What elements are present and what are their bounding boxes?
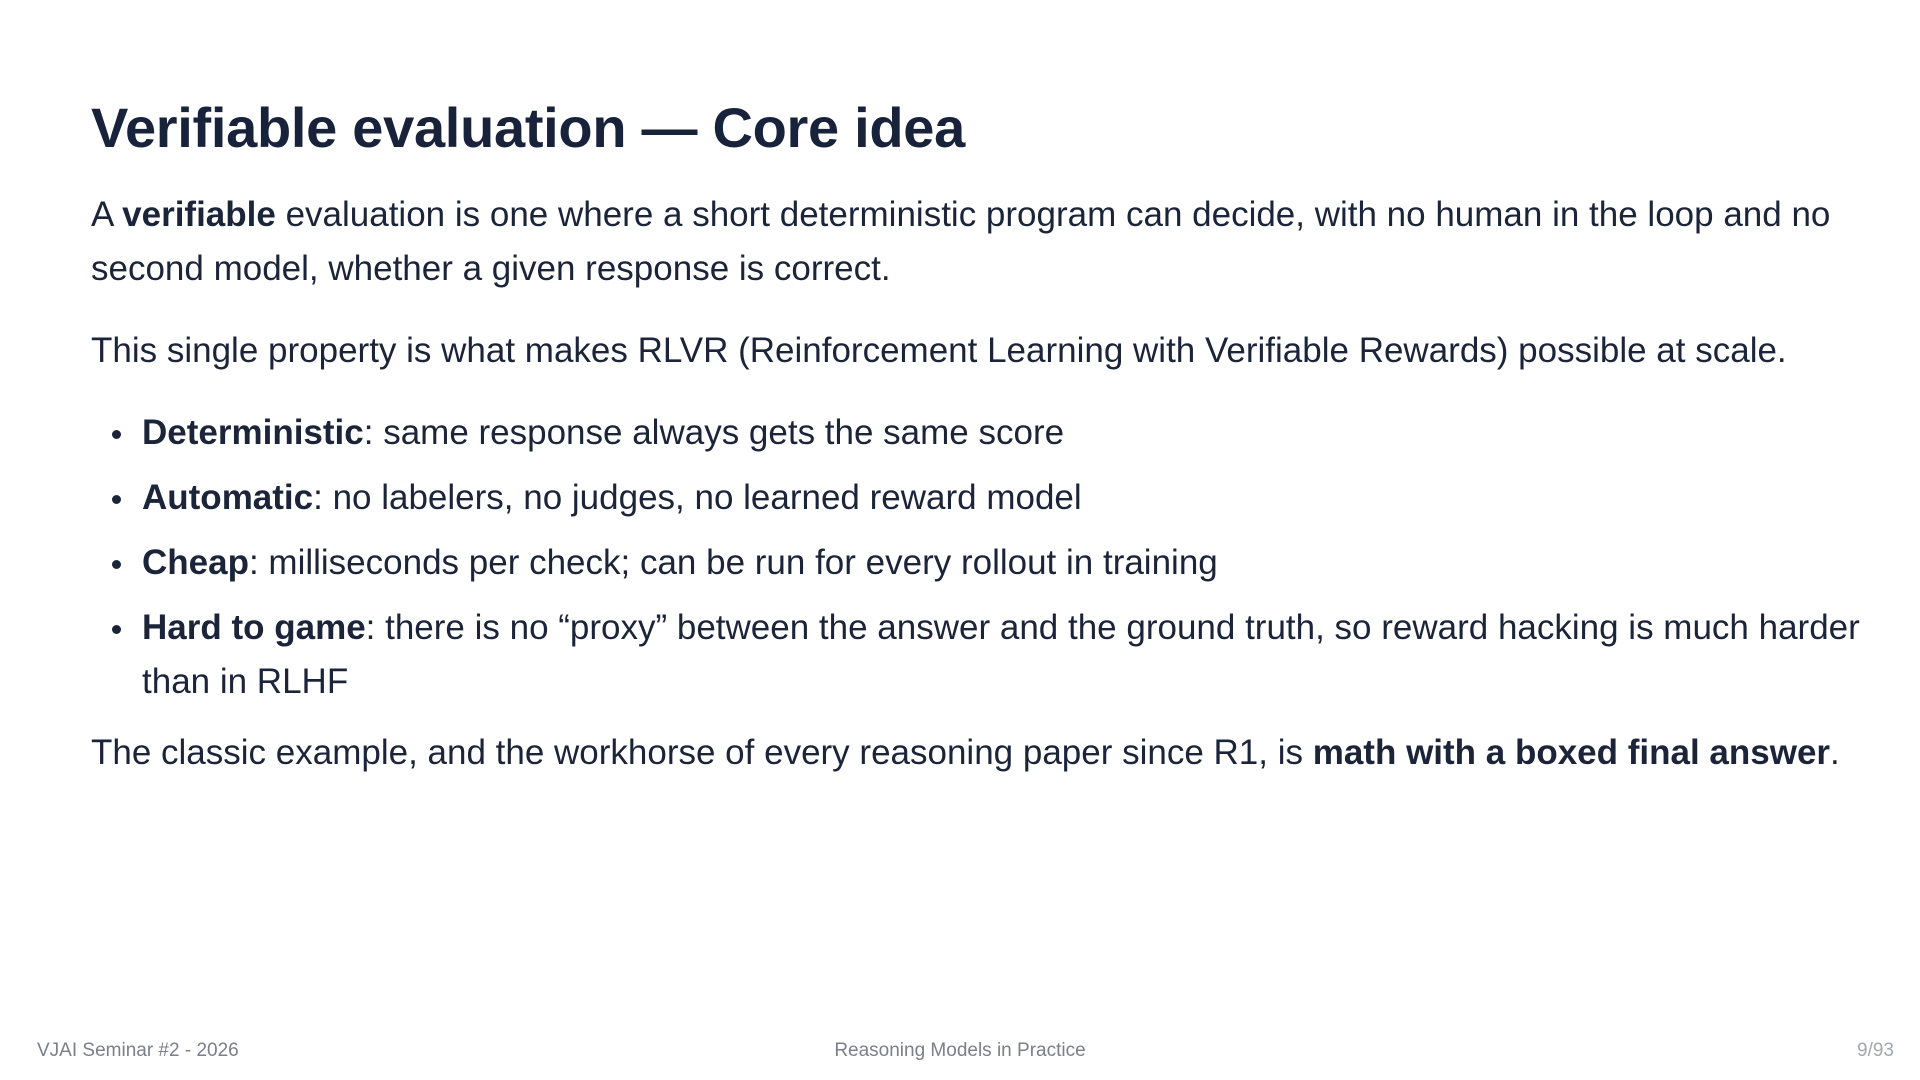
example-prefix: The classic example, and the workhorse of every reasoning paper since R1, is [91, 733, 1313, 772]
footer-seminar-label: VJAI Seminar #2 - 2026 [37, 1040, 239, 1061]
list-item [142, 601, 1861, 709]
definition-prefix: A [91, 195, 123, 234]
bullet-term: Automatic [142, 478, 314, 517]
list-item [142, 536, 1861, 590]
example-paragraph [91, 726, 1861, 780]
properties-list [91, 406, 1861, 709]
footer-deck-title: Reasoning Models in Practice [834, 1040, 1086, 1061]
slide-content [91, 92, 1861, 780]
example-bold-term: math with a boxed final answer [1312, 733, 1831, 772]
bullet-text: : no labelers, no judges, no learned reward model [313, 478, 1082, 517]
example-suffix: . [1830, 733, 1840, 772]
definition-paragraph [91, 188, 1861, 296]
footer-page-number: 9/93 [1857, 1040, 1894, 1061]
bullet-term: Hard to game [142, 608, 366, 647]
slide-footer [0, 1040, 1920, 1068]
bullet-term: Cheap [142, 543, 249, 582]
bullet-text: : same response always gets the same score [363, 413, 1065, 452]
slide-title: Verifiable evaluation — Core idea [91, 96, 965, 159]
definition-suffix: evaluation is one where a short deterministic program can decide, with no human in the loop and no second model, whether a given response is correct. [91, 195, 1831, 288]
bullet-text: : milliseconds per check; can be run for every rollout in training [248, 543, 1218, 582]
bullet-text: : there is no “proxy” between the answer and the ground truth, so reward hacking is much harder than in RLHF [142, 608, 1860, 701]
rlvr-paragraph: This single property is what makes RLVR (Reinforcement Learning with Verifiable Rewards) possible at scale. [91, 331, 1787, 370]
bullet-term: Deterministic [142, 413, 364, 452]
definition-bold-term: verifiable [122, 195, 276, 234]
list-item [142, 406, 1861, 460]
list-item [142, 471, 1861, 525]
